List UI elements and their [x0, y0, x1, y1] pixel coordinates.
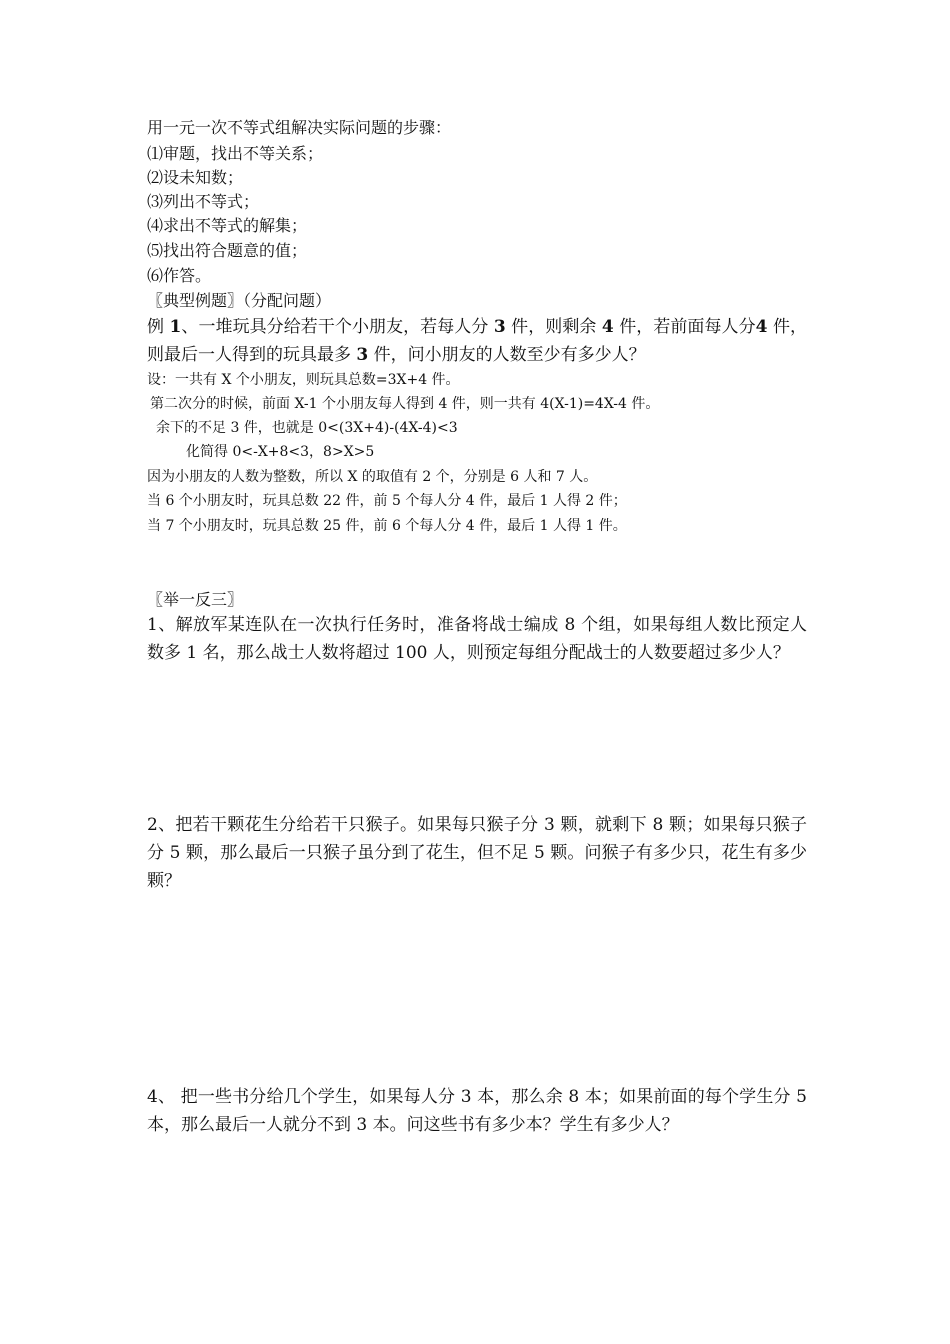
solution-line: 化简得 0<-X+8<3，8>X>5: [186, 444, 375, 460]
step-item: ⑵设未知数；: [147, 168, 244, 187]
practice-question-4: 4、 把一些书分给几个学生，如果每人分 3 本，那么余 8 本；如果前面的每个学生分 5 本，那么最后一人就分不到 3 本。问这些书有多少本？学生有多少人？: [147, 1087, 807, 1135]
practice-question-1: 1、解放军某连队在一次执行任务时，准备将战士编成 8 个组，如果每组人数比预定人数多 1 名，那么战士人数将超过 100 人，则预定每组分配战士的人数要超过多少人？: [147, 615, 807, 663]
example-heading: 〖典型例题〗（分配问题）: [147, 291, 332, 310]
solution-line: 当 6 个小朋友时，玩具总数 22 件，前 5 个每人分 4 件，最后 1 人得 2 件；: [147, 493, 627, 509]
step-item: ⑹作答。: [147, 266, 212, 285]
solution-line: 余下的不足 3 件，也就是 0<(3X+4)-(4X-4)<3: [156, 420, 458, 436]
solution-line: 因为小朋友的人数为整数，所以 X 的取值有 2 个，分别是 6 人和 7 人。: [147, 469, 598, 485]
solution-line: 当 7 个小朋友时，玩具总数 25 件，前 6 个每人分 4 件，最后 1 人得 1 件。: [147, 518, 627, 534]
practice-question-2: 2、把若干颗花生分给若干只猴子。如果每只猴子分 3 颗，就剩下 8 颗；如果每只猴子分 5 颗，那么最后一只猴子虽分到了花生，但不足 5 颗。问猴子有多少只，花生有多少颗？: [147, 815, 807, 891]
steps-title: 用一元一次不等式组解决实际问题的步骤：: [147, 118, 452, 137]
solution-line: 第二次分的时候，前面 X-1 个小朋友每人得到 4 件，则一共有 4(X-1)=4X-4 件。: [150, 396, 660, 412]
step-item: ⑴审题，找出不等关系；: [147, 144, 324, 163]
solution-line: 设：一共有 X 个小朋友，则玩具总数=3X+4 件。: [147, 372, 460, 388]
example-question: 例 1、一堆玩具分给若干个小朋友，若每人分 3 件，则剩余 4 件，若前面每人分4 件，则最后一人得到的玩具最多 3 件，问小朋友的人数至少有多少人？: [147, 317, 808, 365]
step-item: ⑷求出不等式的解集；: [147, 216, 308, 235]
step-item: ⑶列出不等式；: [147, 192, 260, 211]
step-item: ⑸找出符合题意的值；: [147, 241, 308, 260]
practice-heading: 〖举一反三〗: [147, 590, 244, 609]
